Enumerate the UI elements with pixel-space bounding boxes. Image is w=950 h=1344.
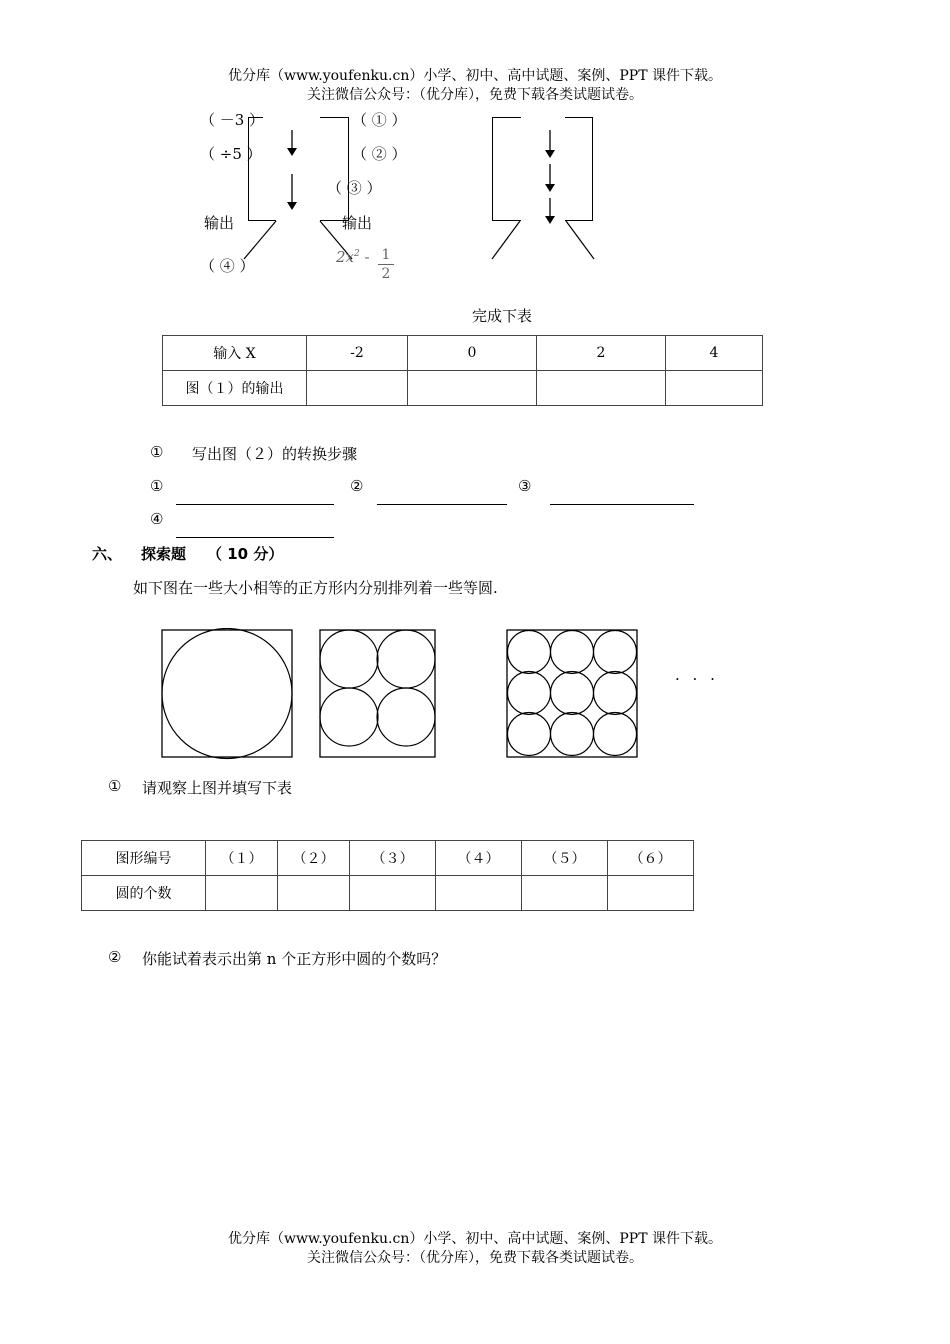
answer-blank-3[interactable] [550, 504, 694, 505]
section-number: 六、 [92, 545, 123, 563]
circle-shape [162, 629, 292, 759]
io-table [162, 335, 763, 406]
square-figure-1 [160, 628, 295, 760]
q2-marker: ② [108, 948, 122, 966]
blank-label-3: ③ [518, 477, 532, 495]
section-title: 探索题 [141, 545, 187, 563]
blank-label-4: ④ [150, 510, 164, 528]
io-header-cell: 0 [408, 336, 537, 371]
section-score: （ 10 分） [207, 545, 284, 563]
count-header-cell: （３） [350, 841, 436, 876]
circle-count-table [81, 840, 694, 911]
count-header-cell: 图形编号 [82, 841, 206, 876]
count-answer-cell[interactable] [278, 876, 350, 911]
fig1-output-label: 输出 [204, 214, 235, 232]
steps-prompt: 写出图（２）的转换步骤 [192, 445, 358, 463]
count-header-cell: （６） [608, 841, 694, 876]
count-answer-cell[interactable] [522, 876, 608, 911]
funnel-left-edge-3 [488, 215, 528, 265]
io-answer-cell[interactable] [666, 371, 763, 406]
expr-numerator: 1 [381, 247, 391, 263]
footer-line-2: 关注微信公众号：（优分库），免费下载各类试题试卷。 [307, 1250, 643, 1266]
square-figure-2 [318, 628, 438, 760]
io-answer-cell[interactable] [307, 371, 408, 406]
count-answer-cell[interactable] [350, 876, 436, 911]
answer-blank-4[interactable] [176, 537, 334, 538]
count-header-cell: （２） [278, 841, 350, 876]
q1-marker: ① [108, 777, 122, 795]
fig1-step-1: （ －3 ） [200, 111, 265, 129]
fig2-step-1: （ ① ） [352, 111, 407, 129]
count-answer-cell[interactable] [206, 876, 278, 911]
count-header-cell: （４） [436, 841, 522, 876]
expr-minus: - [364, 248, 370, 266]
expr-denominator: 2 [378, 264, 394, 283]
io-header-cell: 2 [537, 336, 666, 371]
io-header-cell: -2 [307, 336, 408, 371]
count-answer-cell[interactable] [608, 876, 694, 911]
fig2-step-2: （ ② ） [352, 145, 407, 163]
fig2-output-label: 输出 [342, 214, 373, 232]
expr-fraction [378, 246, 394, 283]
answer-blank-1[interactable] [176, 504, 334, 505]
header-line-1: 优分库（www.youfenku.cn）小学、初中、高中试题、案例、PPT 课件下载。 [227, 68, 722, 84]
count-header-cell: （１） [206, 841, 278, 876]
fig1-step-2: （ ÷5 ） [200, 145, 262, 163]
count-header-cell: （５） [522, 841, 608, 876]
square-figure-3 [505, 628, 640, 760]
io-answer-cell[interactable] [537, 371, 666, 406]
answer-blank-2[interactable] [377, 504, 507, 505]
steps-prompt-marker: ① [150, 443, 164, 461]
q2-text: 你能试着表示出第 n 个正方形中圆的个数吗？ [142, 950, 447, 968]
down-arrows [282, 128, 302, 218]
footer-line-1: 优分库（www.youfenku.cn）小学、初中、高中试题、案例、PPT 课件下载。 [227, 1231, 722, 1247]
q1-text: 请观察上图并填写下表 [142, 779, 293, 797]
fig2-expression [336, 248, 370, 266]
io-answer-cell[interactable] [408, 371, 537, 406]
fig1-output-value: （ ④ ） [200, 257, 255, 275]
table1-caption: 完成下表 [472, 307, 533, 325]
io-header-cell: 4 [666, 336, 763, 371]
blank-label-2: ② [350, 477, 364, 495]
header-line-2: 关注微信公众号：（优分库），免费下载各类试题试卷。 [307, 87, 643, 103]
fig2-step-3: （ ③ ） [327, 179, 382, 197]
expr-exponent: 2 [354, 249, 360, 259]
io-header-cell: 输入 X [163, 336, 307, 371]
io-row-label: 图（１）的输出 [163, 371, 307, 406]
funnel-right-edge-3 [562, 215, 602, 265]
expr-base: 2x [336, 248, 355, 266]
blank-label-1: ① [150, 477, 164, 495]
down-arrows-3 [540, 128, 560, 228]
section-intro: 如下图在一些大小相等的正方形内分别排列着一些等圆. [133, 579, 498, 597]
ellipsis: · · · [675, 670, 719, 688]
count-row-label: 圆的个数 [82, 876, 206, 911]
count-answer-cell[interactable] [436, 876, 522, 911]
